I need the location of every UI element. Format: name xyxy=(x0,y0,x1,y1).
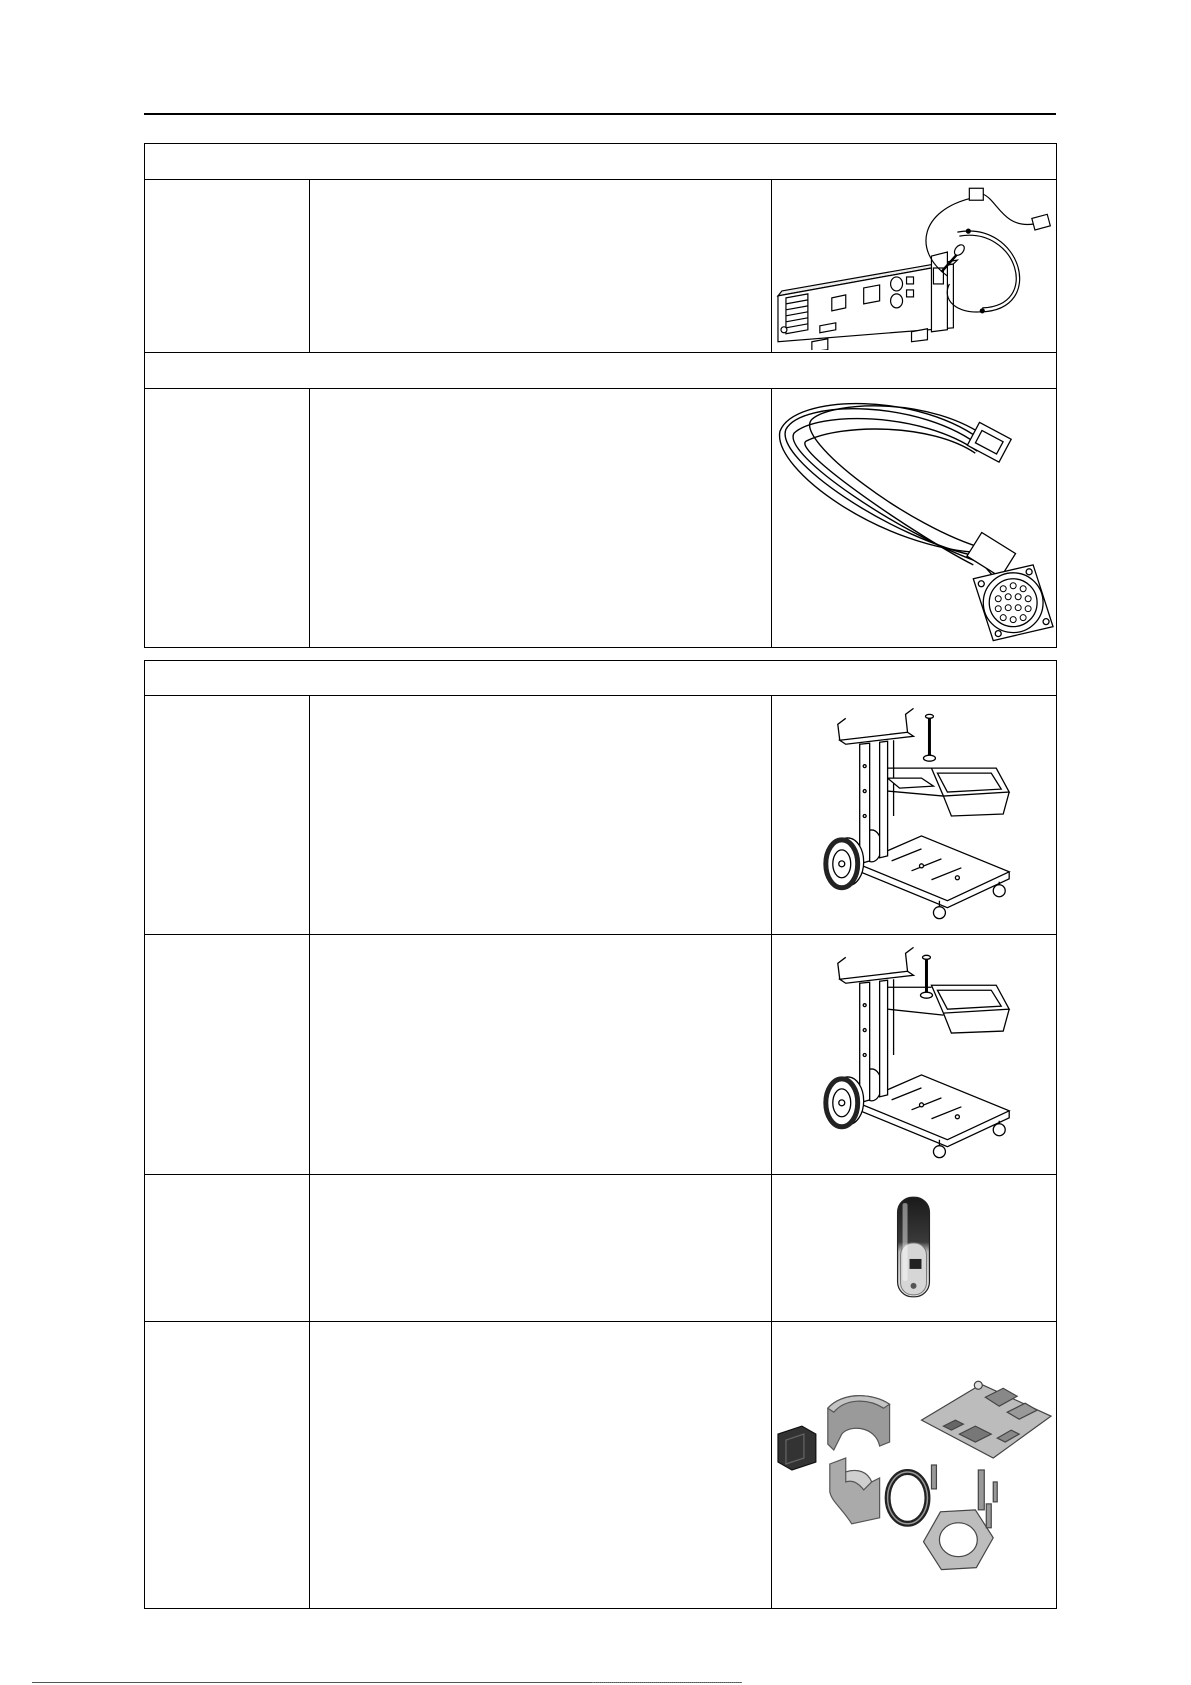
table-row xyxy=(145,1322,1057,1609)
section-header xyxy=(145,353,1057,389)
usb-stick-icon xyxy=(772,1175,1056,1319)
table-row xyxy=(145,389,1057,648)
pcb-with-cable-icon xyxy=(772,180,1056,350)
section-header-row xyxy=(145,353,1057,389)
ordering-number-cell xyxy=(145,696,310,935)
scan-edge-line xyxy=(32,1682,742,1683)
scan-edge-dots xyxy=(592,1682,742,1683)
description-cell xyxy=(310,935,772,1175)
ordering-number-cell xyxy=(145,1322,310,1609)
trolley-icon xyxy=(772,935,1056,1172)
accessories-table-2 xyxy=(144,660,1057,1609)
trolley-icon xyxy=(772,696,1056,932)
illustration-cell xyxy=(772,935,1057,1175)
description-cell xyxy=(310,1322,772,1609)
section-header-row xyxy=(145,661,1057,696)
ordering-number-cell xyxy=(145,935,310,1175)
section-header xyxy=(145,144,1057,180)
description-cell xyxy=(310,1175,772,1322)
illustration-cell xyxy=(772,180,1057,353)
section-header-row xyxy=(145,144,1057,180)
description-cell xyxy=(310,696,772,935)
section-header xyxy=(145,661,1057,696)
illustration-cell xyxy=(772,1322,1057,1609)
ordering-number-cell xyxy=(145,389,310,648)
description-cell xyxy=(310,389,772,648)
cable-harness-connector-icon xyxy=(772,389,1056,645)
description-cell xyxy=(310,180,772,353)
illustration-cell xyxy=(772,389,1057,648)
illustration-cell xyxy=(772,696,1057,935)
table-row xyxy=(145,696,1057,935)
table-row xyxy=(145,1175,1057,1322)
ordering-number-cell xyxy=(145,180,310,353)
illustration-cell xyxy=(772,1175,1057,1322)
table-row xyxy=(145,935,1057,1175)
table-row xyxy=(145,180,1057,353)
ordering-number-cell xyxy=(145,1175,310,1322)
accessories-table-1 xyxy=(144,143,1057,648)
header-rule xyxy=(144,113,1056,115)
mounting-kit-icon xyxy=(772,1322,1056,1606)
